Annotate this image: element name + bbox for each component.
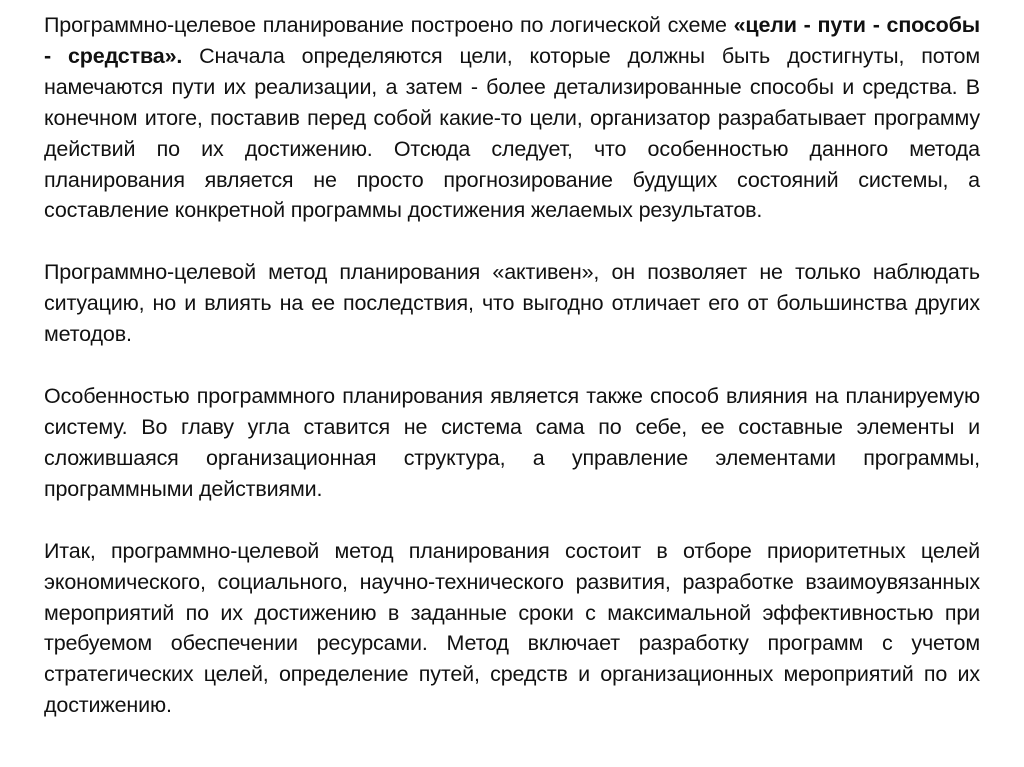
paragraph-active-method: Программно-целевой метод планирования «активен», он позволяет не только наблюдать ситуацию, но и влиять на ее последствия, что выгодно отличает его от большинства других методов.	[44, 260, 980, 347]
paragraph-scheme-intro: Программно-целевое планирование построено по логической схеме	[44, 13, 734, 37]
paragraph-influence: Особенностью программного планирования является также способ влияния на планируемую систему. Во главу угла ставится не система сама по себе, ее составные элементы и сложившаяся организационная структура, а управление элементами программы, программными действиями.	[44, 384, 980, 501]
paragraph-summary: Итак, программно-целевой метод планирования состоит в отборе приоритетных целей экономического, социального, научно-технического развития, разработке взаимоувязанных мероприятий по их достижению в заданные сроки с максимальной эффективностью при требуемом обеспечении ресурсами. Метод включает разработку программ с учетом стратегических целей, определение путей, средств и организационных мероприятий по их достижению.	[44, 538, 980, 718]
paragraph-scheme-rest: Сначала определяются цели, которые должны быть достигнуты, потом намечаются пути их реализации, а затем - более детализированные способы и средства. В конечном итоге, поставив перед собой какие-то цели, организатор разрабатывает программу действий по их достижению. Отсюда следует, что особенностью данного метода планирования является не просто прогнозирование будущих состояний системы, а составление конкретной программы достижения желаемых результатов.	[44, 43, 980, 223]
slide-body	[44, 10, 980, 760]
scheme-emphasis: «цели - пути - способы - средства».	[44, 13, 980, 68]
paragraph-scheme	[44, 10, 980, 226]
